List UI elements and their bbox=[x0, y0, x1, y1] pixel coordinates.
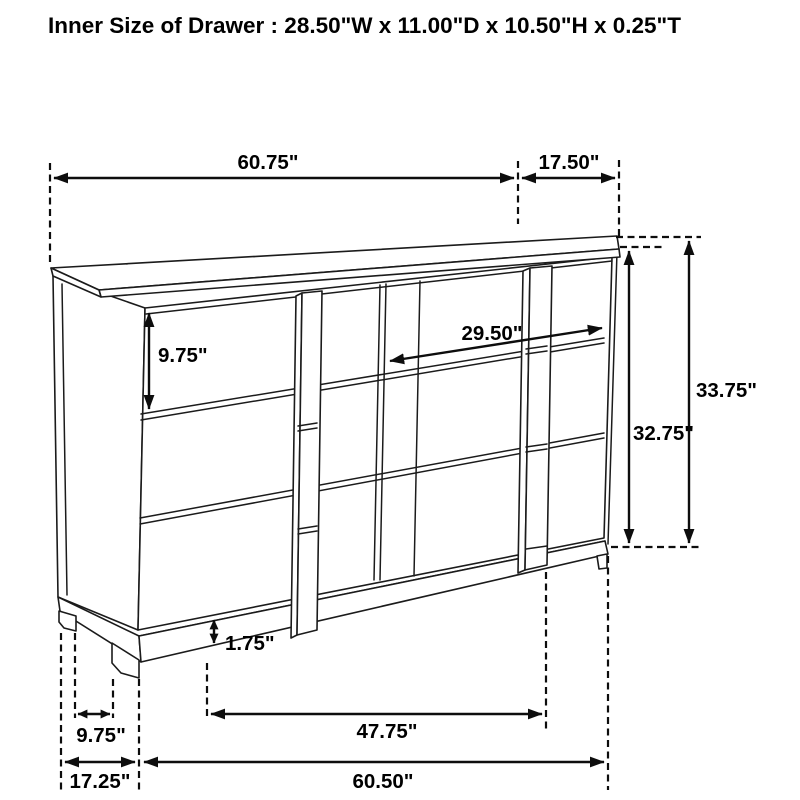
dim-label-top-depth: 17.50" bbox=[538, 151, 600, 174]
left-accent-strip bbox=[291, 291, 322, 638]
dim-label-base-width: 60.50" bbox=[352, 770, 414, 793]
dim-top-depth bbox=[522, 151, 619, 238]
dim-label-drawer-width: 29.50" bbox=[461, 322, 523, 345]
dim-label-front-leg-span: 47.75" bbox=[356, 720, 418, 743]
dim-body-height bbox=[620, 247, 694, 543]
dim-total-height bbox=[611, 237, 757, 547]
dim-label-body-height: 32.75" bbox=[633, 422, 695, 445]
back-right-leg bbox=[597, 554, 607, 569]
dim-label-side-leg-span: 17.25" bbox=[69, 770, 131, 793]
dim-label-base-height: 1.75" bbox=[225, 632, 275, 655]
dresser-drawing bbox=[51, 236, 620, 678]
diagram-title: Inner Size of Drawer : 28.50"W x 11.00"D x 10.50"H x 0.25"T bbox=[48, 13, 681, 38]
dim-label-side-leg-gap: 9.75" bbox=[76, 724, 126, 747]
dim-label-total-height: 33.75" bbox=[696, 379, 758, 402]
dim-label-drawer-height: 9.75" bbox=[158, 344, 208, 367]
right-accent-strip bbox=[518, 266, 552, 573]
dim-label-top-width: 60.75" bbox=[237, 151, 299, 174]
